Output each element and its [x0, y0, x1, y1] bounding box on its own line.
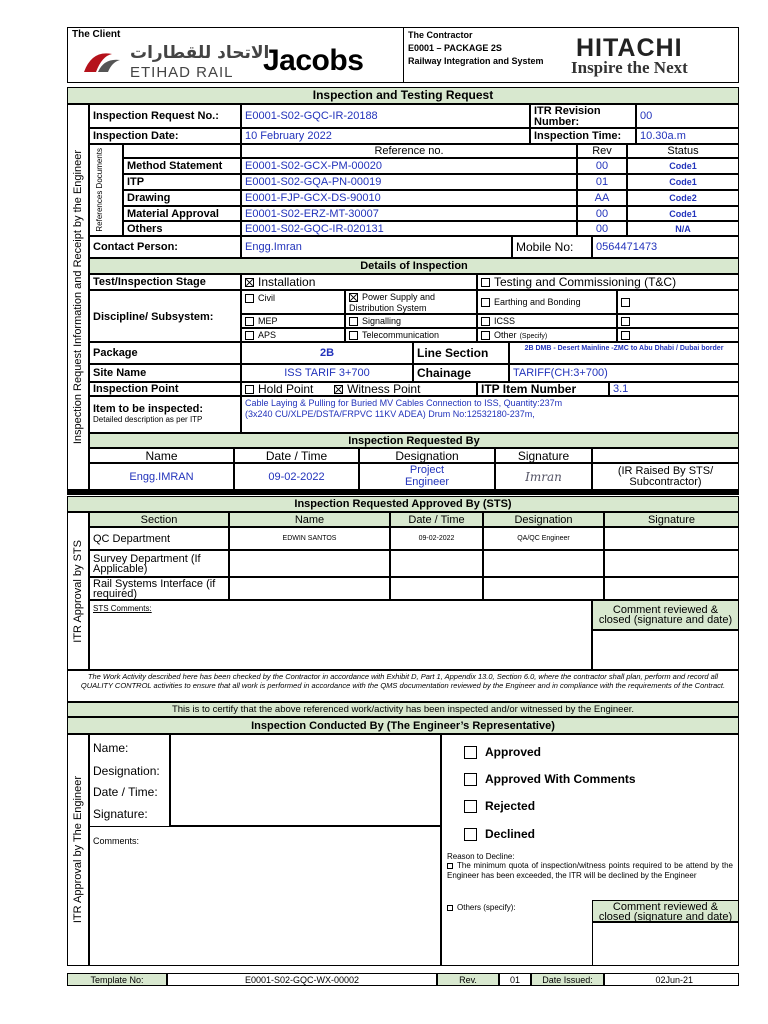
item-sub: Detailed description as per ITP [93, 415, 203, 424]
etihad-text: ETIHAD RAIL [130, 64, 234, 81]
contractor-label: The Contractor [408, 30, 473, 40]
approved-comments-checkbox[interactable] [464, 773, 477, 786]
reason1[interactable] [447, 861, 733, 881]
sts-survey-desig[interactable] [483, 550, 604, 577]
req-no-value[interactable]: E0001-S02-GQC-IR-20188 [241, 104, 530, 128]
ref-status[interactable]: Code1 [627, 206, 739, 221]
package-label: Package [89, 342, 241, 364]
request-title: Inspection and Testing Request [67, 87, 739, 104]
ref-label: Method Statement [123, 158, 241, 174]
time-value[interactable]: 10.30a.m [636, 128, 739, 144]
approved-checkbox[interactable] [464, 746, 477, 759]
sts-qc-desig[interactable]: QA/QC Engineer [483, 527, 604, 550]
references-side [89, 144, 123, 236]
reason-label: Reason to Decline: [447, 852, 515, 861]
hold-checkbox[interactable] [245, 385, 254, 394]
ref-label: ITP [123, 174, 241, 190]
sts-qc-date[interactable]: 09-02-2022 [390, 527, 483, 550]
opt-icss[interactable] [477, 314, 617, 328]
signalling-label: Signalling [362, 316, 402, 326]
aps-label: APS [258, 330, 277, 340]
opt-earthing[interactable] [477, 290, 617, 314]
opt-telecom[interactable] [345, 328, 477, 342]
icss-label: ICSS [494, 316, 516, 326]
side-label-request-text: Inspection Request Information and Receipt by the Engineer [72, 149, 84, 445]
opt-declined[interactable] [464, 827, 535, 841]
date-value[interactable]: 10 February 2022 [241, 128, 530, 144]
extra2-checkbox[interactable] [621, 317, 630, 326]
jacobs-logo: Jacobs [263, 44, 364, 77]
ref-rev[interactable]: 00 [577, 221, 627, 236]
telecom-label: Telecommunication [362, 330, 440, 340]
sts-statement: The Work Activity described here has been checked by the Contractor in accordance with Exhibit D, Part 1, Appendix 13.0, Section 6.0, where the contractor shall plan, perform and record all QUALITY CONTROL activities to ensure that all work is performed in accordance with the QMS documentation reviewed by the Engineer and in compliance with the requirements of the Contract. [67, 670, 739, 702]
ref-status[interactable]: Code1 [627, 158, 739, 174]
sts-survey-name[interactable] [229, 550, 390, 577]
sts-desig-header: Designation [483, 512, 604, 527]
discipline-label: Discipline/ Subsystem: [89, 290, 241, 342]
eng-labels [89, 734, 170, 826]
footer-template-label: Template No: [67, 973, 167, 986]
aps-checkbox[interactable] [245, 331, 254, 340]
opt-aps[interactable] [241, 328, 345, 342]
ref-status[interactable]: N/A [627, 221, 739, 236]
ref-rev[interactable]: AA [577, 190, 627, 206]
other-specify: (Specify) [519, 333, 548, 340]
sts-rail-name[interactable] [229, 577, 390, 600]
rejected-checkbox[interactable] [464, 800, 477, 813]
client-label: The Client [72, 29, 121, 40]
telecom-checkbox[interactable] [349, 331, 358, 340]
side-label-request [67, 104, 89, 490]
sts-survey-sig[interactable] [604, 550, 739, 577]
rejected-label: Rejected [485, 799, 536, 813]
mep-checkbox[interactable] [245, 317, 254, 326]
ref-rev[interactable]: 00 [577, 206, 627, 221]
opt-mep[interactable] [241, 314, 345, 328]
item-label-cell [89, 396, 241, 433]
witness-label: Witness Point [347, 382, 421, 396]
contractor-line1: E0001 – PACKAGE 2S [408, 43, 502, 53]
icss-checkbox[interactable] [481, 317, 490, 326]
installation-checkbox[interactable] [245, 278, 254, 287]
header [67, 27, 739, 83]
opt-power[interactable] [345, 290, 477, 314]
opt-extra2[interactable] [617, 314, 739, 328]
eng-comments-box[interactable] [89, 826, 441, 966]
sts-qc-sig[interactable] [604, 527, 739, 550]
eng-date-label: Date / Time: [93, 785, 158, 799]
contractor-block [408, 29, 544, 68]
eng-name-label: Name: [93, 741, 129, 755]
rev-value[interactable]: 00 [636, 104, 739, 128]
contractor-line2: Railway Integration and System [408, 56, 544, 66]
ref-status[interactable]: Code2 [627, 190, 739, 206]
side-label-sts [67, 512, 89, 670]
req-signature: Imran [495, 463, 592, 490]
stage-testing[interactable] [477, 274, 739, 290]
contact-value[interactable]: Engg.Imran [241, 236, 512, 258]
stage-label: Test/Inspection Stage [89, 274, 241, 290]
footer-template: E0001-S02-GQC-WX-00002 [167, 973, 437, 986]
ref-rev[interactable]: 01 [577, 174, 627, 190]
hitachi-logo: HITACHI [576, 34, 683, 62]
opt-signalling[interactable] [345, 314, 477, 328]
sts-name-header: Name [229, 512, 390, 527]
sts-rail-sig[interactable] [604, 577, 739, 600]
divider-bar [67, 490, 739, 495]
hitachi-tagline: Inspire the Next [571, 58, 688, 77]
stage-installation[interactable] [241, 274, 477, 290]
client-block [68, 28, 404, 82]
opt-civil[interactable] [241, 290, 345, 314]
footer-rev: 01 [499, 973, 531, 986]
sts-survey-date[interactable] [390, 550, 483, 577]
ref-label: Others [123, 221, 241, 236]
details-title: Details of Inspection [89, 258, 739, 274]
point-options [241, 382, 477, 396]
site-value[interactable]: ISS TARIF 3+700 [241, 364, 413, 382]
witness-checkbox[interactable] [334, 385, 343, 394]
req-desig-header: Designation [359, 448, 495, 463]
ref-rev[interactable]: 00 [577, 158, 627, 174]
ref-header: Reference no. [241, 144, 577, 158]
other-label: Other [494, 330, 517, 340]
engineer-title: Inspection Conducted By (The Engineer’s Representative) [67, 717, 739, 734]
line-label: Line Section [413, 342, 509, 364]
eng-comments-label: Comments: [93, 836, 140, 846]
contact-label: Contact Person: [89, 236, 241, 258]
reason1-checkbox[interactable] [447, 863, 453, 869]
others-option[interactable] [447, 903, 516, 912]
others-checkbox[interactable] [447, 905, 453, 911]
testing-checkbox[interactable] [481, 278, 490, 287]
item-value[interactable] [241, 396, 739, 433]
certify-text: This is to certify that the above referenced work/activity has been inspected and/or witnessed by the Engineer. [67, 702, 739, 717]
eng-sig-label: Signature: [93, 807, 148, 821]
req-date-header: Date / Time [234, 448, 359, 463]
signalling-checkbox[interactable] [349, 317, 358, 326]
package-value[interactable]: 2B [241, 342, 413, 364]
ref-label: Drawing [123, 190, 241, 206]
ref-number[interactable]: E0001-S02-GQC-IR-020131 [241, 221, 577, 236]
sts-rail-desig[interactable] [483, 577, 604, 600]
opt-extra3[interactable] [617, 328, 739, 342]
ref-label: Material Approval [123, 206, 241, 221]
testing-label: Testing and Commissioning (T&C) [494, 275, 677, 289]
power-label: Power Supply and Distribution System [349, 292, 436, 313]
sts-sig-header: Signature [604, 512, 739, 527]
approved-comments-label: Approved With Comments [485, 772, 636, 786]
reason1-text: The minimum quota of inspection/witness points required to be attend by the Engineer has been exceeded, the ITR will be declined by the Engineer [447, 861, 733, 880]
chainage-label: Chainage [413, 364, 509, 382]
req-name-header: Name [89, 448, 234, 463]
eng-fields[interactable] [170, 734, 441, 826]
sts-date-header: Date / Time [390, 512, 483, 527]
opt-approved-comments[interactable] [464, 772, 636, 786]
others-label: Others (specify): [457, 903, 516, 912]
mobile-label: Mobile No: [512, 236, 592, 258]
eng-reviewed-sig[interactable] [592, 922, 739, 966]
references-side-text: References Documents [95, 148, 104, 232]
opt-other[interactable] [477, 328, 617, 342]
civil-checkbox[interactable] [245, 294, 254, 303]
installation-label: Installation [258, 275, 316, 289]
sts-survey: Survey Department (If Applicable) [89, 550, 229, 577]
time-label: Inspection Time: [530, 128, 636, 144]
rev-header: Rev [577, 144, 627, 158]
req-no-label: Inspection Request No.: [89, 104, 241, 128]
req-name[interactable]: Engg.IMRAN [89, 463, 234, 490]
status-header: Status [627, 144, 739, 158]
side-label-engineer-text: ITR Approval by The Engineer [72, 776, 84, 924]
item-label: Item to be inspected: [93, 403, 204, 415]
sts-section-header: Section [89, 512, 229, 527]
earthing-label: Earthing and Bonding [494, 297, 581, 307]
req-blank-header [592, 448, 739, 463]
mobile-value[interactable]: 0564471473 [592, 236, 739, 258]
earthing-checkbox[interactable] [481, 298, 490, 307]
req-note: (IR Raised By STS/ Subcontractor) [592, 463, 739, 490]
itp-item-value[interactable]: 3.1 [609, 382, 739, 396]
site-label: Site Name [89, 364, 241, 382]
opt-rejected[interactable] [464, 799, 535, 813]
declined-checkbox[interactable] [464, 828, 477, 841]
sts-rail: Rail Systems Interface (if required) [89, 577, 229, 600]
ref-number[interactable]: E0001-FJP-GCX-DS-90010 [241, 190, 577, 206]
sts-rail-date[interactable] [390, 577, 483, 600]
sts-comments-label: STS Comments: [93, 604, 152, 613]
requested-by-title: Inspection Requested By [89, 433, 739, 448]
side-label-engineer [67, 734, 89, 966]
sts-qc-name[interactable]: EDWIN SANTOS [229, 527, 390, 550]
civil-label: Civil [258, 293, 275, 303]
etihad-logo-icon [82, 46, 124, 76]
side-label-sts-text: ITR Approval by STS [72, 539, 84, 643]
itp-item-label: ITP Item Number [477, 382, 609, 396]
req-sig-header: Signature [495, 448, 592, 463]
other-checkbox[interactable] [481, 331, 490, 340]
item-line1: Cable Laying & Pulling for Buried MV Cables Connection to ISS, Quantity:237m [245, 398, 563, 408]
footer-date-label: Date Issued: [531, 973, 604, 986]
sts-qc: QC Department [89, 527, 229, 550]
extra1-checkbox[interactable] [621, 298, 630, 307]
req-desig[interactable]: Project Engineer [359, 463, 495, 490]
date-label: Inspection Date: [89, 128, 241, 144]
hold-label: Hold Point [258, 382, 314, 396]
ref-number[interactable]: E0001-S02-GCX-PM-00020 [241, 158, 577, 174]
rev-label: ITR Revision Number: [530, 104, 636, 128]
point-label: Inspection Point [89, 382, 241, 396]
sts-comments-box[interactable] [89, 600, 592, 670]
line-value[interactable]: 2B DMB - Desert Mainline -ZMC to Abu Dhabi / Dubai border [509, 342, 739, 364]
opt-approved[interactable] [464, 745, 541, 759]
ref-number[interactable]: E0001-S02-ERZ-MT-30007 [241, 206, 577, 221]
etihad-arabic: الاتحاد للقطارات [130, 43, 270, 63]
approved-label: Approved [485, 745, 542, 759]
eng-reviewed: Comment reviewed & closed (signature and date) [592, 900, 739, 922]
mep-label: MEP [258, 316, 278, 326]
footer-rev-label: Rev. [437, 973, 499, 986]
sts-title: Inspection Requested Approved By (STS) [67, 496, 739, 512]
power-checkbox[interactable] [349, 293, 358, 302]
opt-extra1[interactable] [617, 290, 739, 314]
extra3-checkbox[interactable] [621, 331, 630, 340]
ref-number[interactable]: E0001-S02-GQA-PN-00019 [241, 174, 577, 190]
chainage-value[interactable]: TARIFF(CH:3+700) [509, 364, 739, 382]
eng-desig-label: Designation: [93, 764, 160, 778]
req-date[interactable]: 09-02-2022 [234, 463, 359, 490]
footer-date: 02Jun-21 [604, 973, 739, 986]
sts-reviewed: Comment reviewed & closed (signature and date) [592, 600, 739, 630]
ref-status[interactable]: Code1 [627, 174, 739, 190]
item-line2: (3x240 CU/XLPE/DSTA/FRPVC 11KV ADEA) Drum No:12532180-237m, [245, 409, 535, 419]
ref-blank-header [123, 144, 241, 158]
sts-reviewed-sig[interactable] [592, 630, 739, 670]
declined-label: Declined [485, 827, 536, 841]
